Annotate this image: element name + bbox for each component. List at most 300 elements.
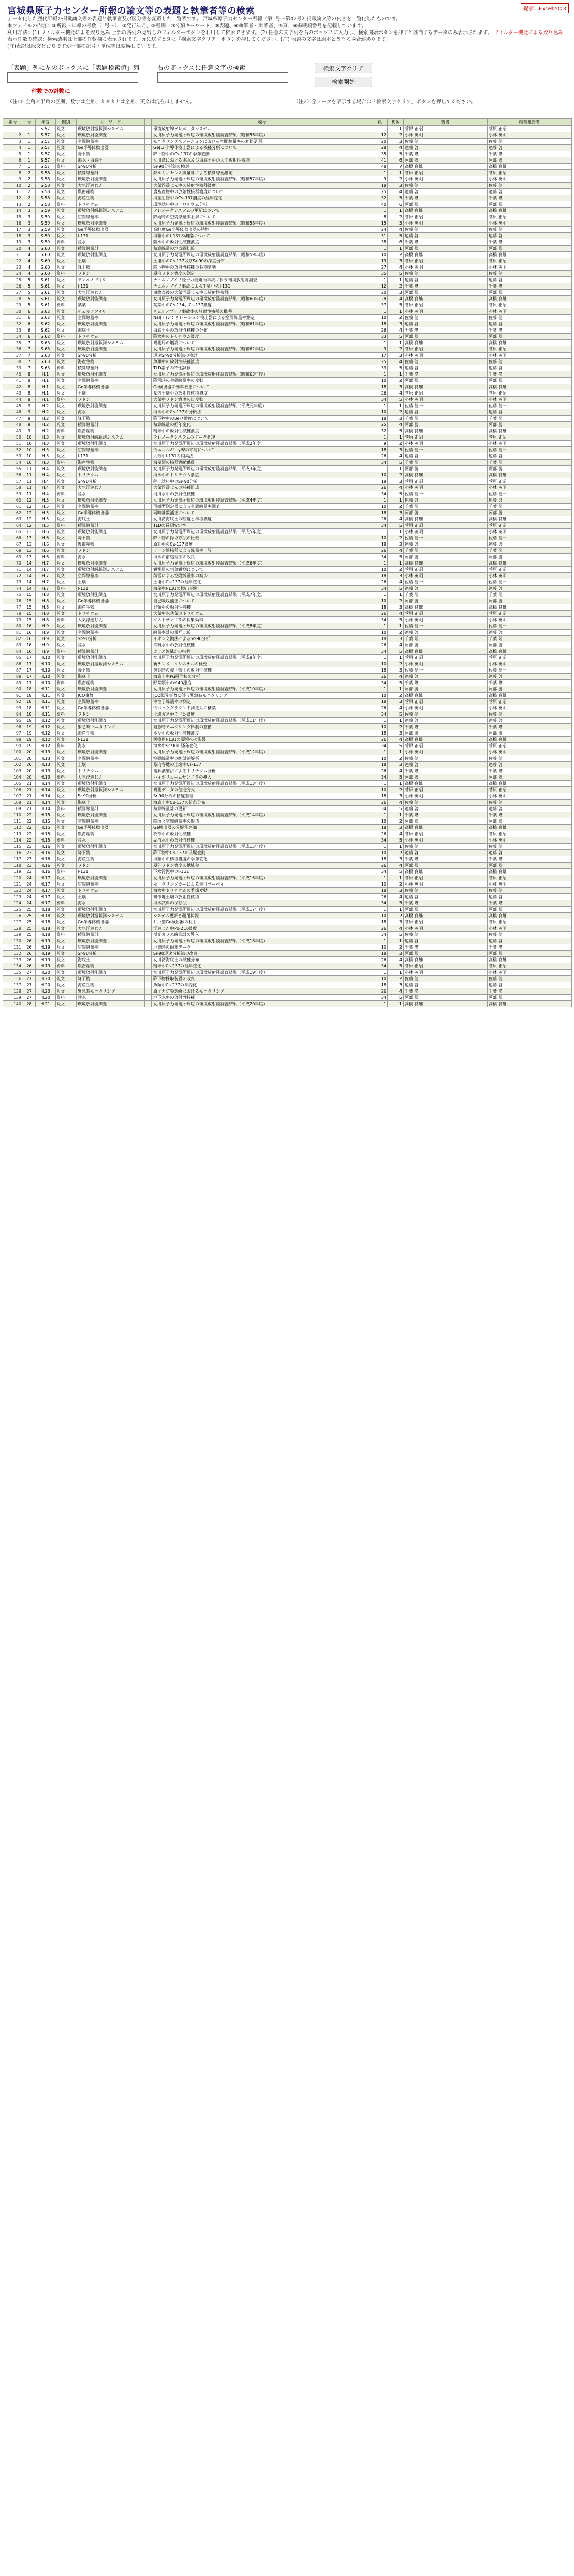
table-cell: 32 bbox=[372, 428, 388, 434]
table-cell: 千葉 隆 bbox=[404, 724, 488, 730]
table-cell bbox=[145, 371, 152, 378]
table-cell: 5 bbox=[388, 460, 404, 466]
table-cell: 佐藤 健一 bbox=[488, 667, 572, 674]
column-header[interactable] bbox=[145, 119, 152, 126]
table-cell: チェルノブイリ bbox=[77, 277, 145, 283]
table-cell: 12 bbox=[23, 504, 36, 510]
table-cell: 小林 英明 bbox=[488, 793, 572, 800]
table-cell: 女川原子力発電所周辺の環境放射能調査結果（平成18年度） bbox=[152, 938, 372, 944]
table-cell bbox=[145, 264, 152, 271]
table-cell: Ge半導体検出器 bbox=[77, 598, 145, 604]
table-cell: 1 bbox=[388, 718, 404, 724]
table-cell: 海底土 bbox=[77, 327, 145, 334]
table-cell: 佐藤 健一 bbox=[404, 535, 488, 541]
table-cell: 13 bbox=[23, 541, 36, 548]
table-cell: 18 bbox=[372, 856, 388, 863]
table-cell: 5 bbox=[388, 302, 404, 308]
table-cell: 18 bbox=[3, 233, 23, 239]
table-cell bbox=[145, 611, 152, 617]
table-cell: 報文 bbox=[56, 781, 77, 787]
table-cell: H.9 bbox=[36, 630, 56, 636]
table-cell: H.5 bbox=[36, 504, 56, 510]
table-cell: 4 bbox=[388, 705, 404, 711]
table-cell: 127 bbox=[3, 919, 23, 925]
table-cell bbox=[145, 453, 152, 460]
table-cell: 6 bbox=[23, 321, 36, 327]
table-cell: 18 bbox=[372, 183, 388, 189]
table-cell: 1 bbox=[372, 246, 388, 252]
table-cell: 109 bbox=[3, 806, 23, 812]
table-row bbox=[3, 195, 572, 201]
table-cell: 22 bbox=[23, 818, 36, 825]
table-cell: 環境放射能調査 bbox=[77, 749, 145, 755]
table-cell bbox=[145, 881, 152, 888]
table-cell: 小林 英明 bbox=[404, 485, 488, 491]
table-cell: 阿部 勝 bbox=[404, 201, 488, 208]
table-cell: テレメータシステムの更新について bbox=[152, 208, 372, 214]
table-cell: 6 bbox=[23, 334, 36, 340]
table-cell: 海藻類の核種濃縮係数 bbox=[152, 460, 372, 466]
table-cell bbox=[145, 409, 152, 416]
table-cell: 海藻中I-131の検出事例 bbox=[152, 586, 372, 592]
table-cell: 大気浮遊じん bbox=[77, 485, 145, 491]
table-cell: 136 bbox=[3, 976, 23, 982]
table-cell: 5 bbox=[388, 743, 404, 749]
table-row bbox=[3, 699, 572, 705]
table-cell bbox=[145, 201, 152, 208]
table-cell: H.19 bbox=[36, 944, 56, 951]
table-row bbox=[3, 944, 572, 951]
table-cell: 環境放射能調査 bbox=[77, 132, 145, 139]
table-cell: H.14 bbox=[36, 806, 56, 812]
table-cell: H.14 bbox=[36, 787, 56, 793]
table-cell: 3 bbox=[388, 919, 404, 925]
table-cell: 菅原 正昭 bbox=[488, 434, 572, 441]
table-cell: 女川原子力発電所周辺の環境放射能調査結果（昭和61年度） bbox=[152, 321, 372, 327]
table-cell bbox=[145, 995, 152, 1001]
table-cell: 報文 bbox=[56, 938, 77, 944]
table-cell bbox=[145, 535, 152, 541]
table-cell: H.13 bbox=[36, 762, 56, 768]
table-cell: 76 bbox=[3, 598, 23, 604]
table-cell: 女川原子力発電所周辺の環境放射能調査結果（平成20年度） bbox=[152, 1001, 372, 1007]
column-header[interactable]: 題号 bbox=[152, 119, 372, 126]
table-cell: H.12 bbox=[36, 718, 56, 724]
table-cell: 女川原子力発電所周辺の環境放射能調査結果（昭和63年度） bbox=[152, 371, 372, 378]
table-cell: 報文 bbox=[56, 403, 77, 409]
table-cell: Sr-90分析法の検討 bbox=[152, 164, 372, 170]
table-cell: H.18 bbox=[36, 907, 56, 913]
table-cell: 25 bbox=[372, 422, 388, 428]
table-cell: 19 bbox=[23, 724, 36, 730]
table-cell: 4 bbox=[388, 642, 404, 648]
table-row bbox=[3, 925, 572, 932]
table-cell: 4 bbox=[388, 516, 404, 523]
table-cell: 菅原 正昭 bbox=[488, 831, 572, 837]
table-cell: 環境放射能調査 bbox=[77, 176, 145, 183]
table-cell: 女川原子力発電所周辺の環境放射能調査結果（昭和62年度） bbox=[152, 346, 372, 353]
table-cell: H.2 bbox=[36, 403, 56, 409]
table-cell: イオン交換法によるSr-90分析 bbox=[152, 636, 372, 642]
table-cell: 23 bbox=[3, 264, 23, 271]
table-cell bbox=[145, 863, 152, 869]
table-cell: H.12 bbox=[36, 730, 56, 737]
table-cell: H.6 bbox=[36, 548, 56, 554]
table-cell: 報文 bbox=[56, 478, 77, 485]
table-cell: 報文 bbox=[56, 258, 77, 264]
table-cell: 小林 英明 bbox=[404, 837, 488, 844]
table-cell: 2 bbox=[23, 195, 36, 201]
table-cell: Ge半導体検出器 bbox=[77, 919, 145, 925]
table-cell: I-131 bbox=[77, 586, 145, 592]
table-cell: 3 bbox=[388, 416, 404, 422]
table-cell: 佐藤 健一 bbox=[404, 315, 488, 321]
table-cell: 報文 bbox=[56, 227, 77, 233]
table-cell bbox=[145, 321, 152, 327]
table-cell bbox=[145, 145, 152, 151]
table-cell: 阿部 勝 bbox=[404, 907, 488, 913]
column-header[interactable]: 著者 bbox=[404, 119, 488, 126]
table-cell bbox=[145, 384, 152, 390]
table-cell: 井戸型Ge検出器の利用 bbox=[152, 919, 372, 925]
table-cell: 15 bbox=[23, 592, 36, 598]
table-cell: 報文 bbox=[56, 598, 77, 604]
table-cell: 93 bbox=[3, 705, 23, 711]
clear-search-button[interactable]: 検索文字クリア bbox=[315, 63, 372, 73]
table-cell: 34 bbox=[372, 711, 388, 718]
table-cell: 小林 英明 bbox=[404, 176, 488, 183]
table-cell bbox=[145, 743, 152, 749]
table-row bbox=[3, 781, 572, 787]
table-cell: 報文 bbox=[56, 346, 77, 353]
table-cell: 報文 bbox=[56, 970, 77, 976]
table-cell: 27 bbox=[23, 982, 36, 988]
table-cell: 阿部 勝 bbox=[404, 730, 488, 737]
table-cell: 阿部 勝 bbox=[488, 642, 572, 648]
table-cell: H.1 bbox=[36, 371, 56, 378]
table-cell: 農畜産物 bbox=[77, 428, 145, 434]
table-cell: 千葉 隆 bbox=[488, 768, 572, 774]
table-cell: Ge検出器の分解能評価 bbox=[152, 825, 372, 831]
table-cell: 2 bbox=[388, 567, 404, 573]
table-cell: 資料 bbox=[56, 239, 77, 246]
table-row bbox=[3, 800, 572, 806]
free-search-input[interactable] bbox=[157, 72, 288, 83]
table-cell: 26 bbox=[372, 327, 388, 334]
table-row bbox=[3, 693, 572, 699]
table-cell: 大気浮遊じん bbox=[77, 774, 145, 781]
table-cell: 34 bbox=[372, 995, 388, 1001]
table-cell: 報文 bbox=[56, 504, 77, 510]
table-row bbox=[3, 290, 572, 296]
table-cell: 1 bbox=[388, 246, 404, 252]
table-cell: 2 bbox=[388, 850, 404, 856]
table-cell: 阿部 勝 bbox=[404, 642, 488, 648]
table-cell: 遠藤 啓 bbox=[488, 674, 572, 680]
table-cell: 26 bbox=[23, 957, 36, 963]
table-cell: 22 bbox=[23, 831, 36, 837]
column-header[interactable]: 年度 bbox=[36, 119, 56, 126]
table-cell: 99 bbox=[3, 743, 23, 749]
table-cell: 農畜産物 bbox=[77, 831, 145, 837]
table-cell: 134 bbox=[3, 963, 23, 970]
table-cell: 高橋 良雄 bbox=[404, 296, 488, 302]
table-cell: 海産生物 bbox=[77, 730, 145, 737]
table-cell: 県内各地の土壌中Cs-137 bbox=[152, 762, 372, 768]
table-cell: 湖沼水中の放射性核種 bbox=[152, 837, 372, 844]
table-cell: 屋内ラドン濃度の測定 bbox=[152, 271, 372, 277]
table-cell: 82 bbox=[3, 636, 23, 642]
table-row bbox=[3, 812, 572, 818]
table-cell: 迅速Sr-90分析法の検討 bbox=[152, 353, 372, 359]
table-cell: 3 bbox=[23, 233, 36, 239]
table-cell: 118 bbox=[3, 863, 23, 869]
table-row bbox=[3, 869, 572, 875]
table-cell: 資料 bbox=[56, 302, 77, 308]
table-cell: 10 bbox=[372, 818, 388, 825]
table-cell: H.15 bbox=[36, 831, 56, 837]
table-cell: 菅原 正昭 bbox=[404, 743, 488, 749]
table-body bbox=[3, 126, 572, 1007]
table-cell: 105 bbox=[3, 781, 23, 787]
table-cell: 高橋 良雄 bbox=[404, 560, 488, 567]
table-cell: 降下物中の放射性核種の長期変動 bbox=[152, 264, 372, 271]
table-cell: 18 bbox=[372, 416, 388, 422]
table-cell: 1 bbox=[388, 208, 404, 214]
table-cell: S.59 bbox=[36, 239, 56, 246]
table-cell: 44 bbox=[3, 397, 23, 403]
table-cell: 19 bbox=[372, 258, 388, 264]
table-cell: 報文 bbox=[56, 604, 77, 611]
table-cell bbox=[145, 642, 152, 648]
table-cell: 3 bbox=[388, 730, 404, 737]
table-cell: 海産生物中のCs-137濃度の経年変化 bbox=[152, 195, 372, 201]
table-cell: 4 bbox=[388, 925, 404, 932]
table-cell: 18 bbox=[372, 604, 388, 611]
table-cell: 18 bbox=[372, 478, 388, 485]
table-cell: 16 bbox=[23, 636, 36, 642]
table-cell: 資料 bbox=[56, 711, 77, 718]
table-cell bbox=[145, 478, 152, 485]
table-cell: 空間線量率 bbox=[77, 699, 145, 705]
table-row bbox=[3, 428, 572, 434]
table-cell: 小林 英明 bbox=[404, 925, 488, 932]
table-cell: 阿部 勝 bbox=[488, 334, 572, 340]
table-cell bbox=[145, 623, 152, 630]
table-cell: 資料 bbox=[56, 365, 77, 371]
table-cell: H.20 bbox=[36, 988, 56, 995]
table-cell: 5 bbox=[388, 648, 404, 655]
table-cell: 報文 bbox=[56, 371, 77, 378]
column-header[interactable]: 種別 bbox=[56, 119, 77, 126]
table-cell: I-131 bbox=[77, 453, 145, 460]
table-cell: 高橋 良雄 bbox=[404, 164, 488, 170]
table-cell: 菅原 正昭 bbox=[488, 302, 572, 308]
table-cell: 小林 英明 bbox=[488, 308, 572, 315]
table-cell: 遠藤 啓 bbox=[488, 189, 572, 195]
table-cell: 12 bbox=[23, 523, 36, 529]
table-cell bbox=[145, 737, 152, 743]
table-cell: 15 bbox=[372, 220, 388, 227]
table-cell: 5 bbox=[388, 617, 404, 623]
table-cell: 104 bbox=[3, 774, 23, 781]
table-row bbox=[3, 837, 572, 844]
table-cell bbox=[145, 919, 152, 925]
table-cell: ラドン娘核種による線量率上昇 bbox=[152, 548, 372, 554]
table-cell: 報文 bbox=[56, 718, 77, 724]
column-header[interactable]: 最初報告者 bbox=[488, 119, 572, 126]
table-cell: 女川原子力発電所周辺の環境放射能調査結果（平成2年度） bbox=[152, 441, 372, 447]
table-cell: 21 bbox=[23, 793, 36, 800]
table-row bbox=[3, 334, 572, 340]
table-cell: Ge(Li)半導体検出器による核種分析について bbox=[152, 145, 372, 151]
table-cell: 遠藤 啓 bbox=[404, 321, 488, 327]
table-cell: 2 bbox=[388, 176, 404, 183]
table-cell: ガラス線量計の特性 bbox=[152, 648, 372, 655]
table-cell: 96 bbox=[3, 724, 23, 730]
table-cell bbox=[145, 164, 152, 170]
column-header[interactable]: 番号 bbox=[3, 119, 23, 126]
column-header[interactable]: 掲載 bbox=[388, 119, 404, 126]
table-cell: 32 bbox=[3, 321, 23, 327]
table-cell: 1 bbox=[372, 592, 388, 598]
table-cell: 3 bbox=[388, 636, 404, 642]
table-cell: 菅原 正昭 bbox=[404, 963, 488, 970]
table-cell: トリチウム bbox=[77, 888, 145, 894]
table-cell bbox=[145, 334, 152, 340]
table-row bbox=[3, 441, 572, 447]
usage-notes bbox=[7, 16, 563, 50]
table-cell: 土壌 bbox=[77, 579, 145, 586]
table-cell: 阿部 勝 bbox=[488, 907, 572, 913]
table-cell: チェルノブイリ事故後の放射性核種の推移 bbox=[152, 308, 372, 315]
table-cell: 資料 bbox=[56, 201, 77, 208]
table-cell: 遠藤 啓 bbox=[488, 321, 572, 327]
table-cell bbox=[145, 586, 152, 592]
table-cell: 農畜産物 bbox=[77, 189, 145, 195]
table-cell: 27 bbox=[23, 988, 36, 995]
table-cell: 環境放射線テレメータシステム bbox=[152, 126, 372, 132]
table-cell: 18 bbox=[372, 982, 388, 988]
table-row bbox=[3, 730, 572, 737]
table-cell: 佐藤 健一 bbox=[488, 403, 572, 409]
table-cell: H.17 bbox=[36, 881, 56, 888]
table-row bbox=[3, 718, 572, 724]
table-cell: 報文 bbox=[56, 913, 77, 919]
table-cell: 83 bbox=[3, 642, 23, 648]
table-cell: 5 bbox=[388, 837, 404, 844]
table-cell: 5 bbox=[388, 491, 404, 497]
table-cell: 47 bbox=[3, 416, 23, 422]
table-cell: 報文 bbox=[56, 919, 77, 925]
table-cell: H.13 bbox=[36, 768, 56, 774]
table-cell: 報文 bbox=[56, 730, 77, 737]
table-cell: 佐藤 健一 bbox=[488, 888, 572, 894]
table-cell: 4 bbox=[388, 768, 404, 774]
table-cell bbox=[145, 327, 152, 334]
table-row bbox=[3, 170, 572, 176]
table-cell bbox=[145, 189, 152, 195]
table-cell: 高橋 良雄 bbox=[404, 869, 488, 875]
table-cell: 遠藤 啓 bbox=[404, 674, 488, 680]
table-row bbox=[3, 674, 572, 680]
table-cell: 報文 bbox=[56, 208, 77, 214]
table-cell: 31 bbox=[3, 315, 23, 321]
table-cell: 18 bbox=[372, 825, 388, 831]
table-cell: 11 bbox=[23, 478, 36, 485]
table-cell: 海水中トリチウムの季節変動 bbox=[152, 888, 372, 894]
table-cell: 16 bbox=[23, 630, 36, 636]
start-search-button[interactable]: 検索開始 bbox=[315, 77, 372, 87]
table-cell: Sr-90分析 bbox=[77, 478, 145, 485]
table-cell: 遠藤 啓 bbox=[404, 850, 488, 856]
table-cell: 9 bbox=[23, 416, 36, 422]
table-row bbox=[3, 176, 572, 183]
column-header[interactable]: 号 bbox=[23, 119, 36, 126]
table-cell: 88 bbox=[3, 674, 23, 680]
table-cell: 5 bbox=[23, 296, 36, 302]
table-cell: 環境放射能調査 bbox=[77, 529, 145, 535]
table-cell: 降下物 bbox=[77, 535, 145, 541]
table-cell: 34 bbox=[372, 806, 388, 812]
table-cell: 5 bbox=[388, 233, 404, 239]
table-cell: トリチウム bbox=[77, 768, 145, 774]
table-cell: H.3 bbox=[36, 434, 56, 441]
table-row bbox=[3, 277, 572, 283]
table-cell: 県内土壌中の放射性核種濃度 bbox=[152, 390, 372, 397]
table-cell: 9 bbox=[3, 176, 23, 183]
table-cell: 報文 bbox=[56, 888, 77, 894]
table-cell: 91 bbox=[3, 693, 23, 699]
table-cell: S.63 bbox=[36, 340, 56, 346]
table-cell: 94 bbox=[3, 711, 23, 718]
table-cell: ラドン bbox=[77, 548, 145, 554]
table-cell: Sr-90迅速分析法の改良 bbox=[152, 951, 372, 957]
table-cell: 報文 bbox=[56, 321, 77, 327]
table-row bbox=[3, 567, 572, 573]
table-cell: 12 bbox=[372, 132, 388, 139]
table-cell bbox=[145, 460, 152, 466]
table-cell: トリチウム bbox=[77, 472, 145, 478]
table-cell: 千葉 隆 bbox=[404, 592, 488, 598]
table-cell: 1 bbox=[372, 749, 388, 755]
table-cell: 68 bbox=[3, 548, 23, 554]
table-cell: 5 bbox=[388, 523, 404, 529]
table-cell: 33 bbox=[3, 327, 23, 334]
result-count-text: 件数での計数に bbox=[31, 88, 70, 94]
table-cell: H.3 bbox=[36, 447, 56, 453]
table-cell: 千葉 隆 bbox=[404, 768, 488, 774]
table-cell bbox=[145, 573, 152, 579]
table-cell: 1 bbox=[388, 403, 404, 409]
table-cell: 空間線量率 bbox=[77, 755, 145, 762]
title-search-input[interactable] bbox=[7, 72, 138, 83]
column-header[interactable]: 頁 bbox=[372, 119, 388, 126]
table-cell: 25 bbox=[372, 189, 388, 195]
table-cell: 千葉 隆 bbox=[488, 371, 572, 378]
table-cell bbox=[145, 183, 152, 189]
table-cell: 高橋 良雄 bbox=[404, 957, 488, 963]
table-cell: 5 bbox=[23, 290, 36, 296]
table-cell: 環境試料中のトリチウム分析 bbox=[152, 201, 372, 208]
table-cell: 1 bbox=[388, 371, 404, 378]
table-cell: 阿部 勝 bbox=[404, 510, 488, 516]
table-cell: 報文 bbox=[56, 925, 77, 932]
table-cell: 高橋 良雄 bbox=[488, 208, 572, 214]
column-header[interactable]: キーワード bbox=[77, 119, 145, 126]
table-row bbox=[3, 491, 572, 497]
table-cell: 21 bbox=[3, 252, 23, 258]
